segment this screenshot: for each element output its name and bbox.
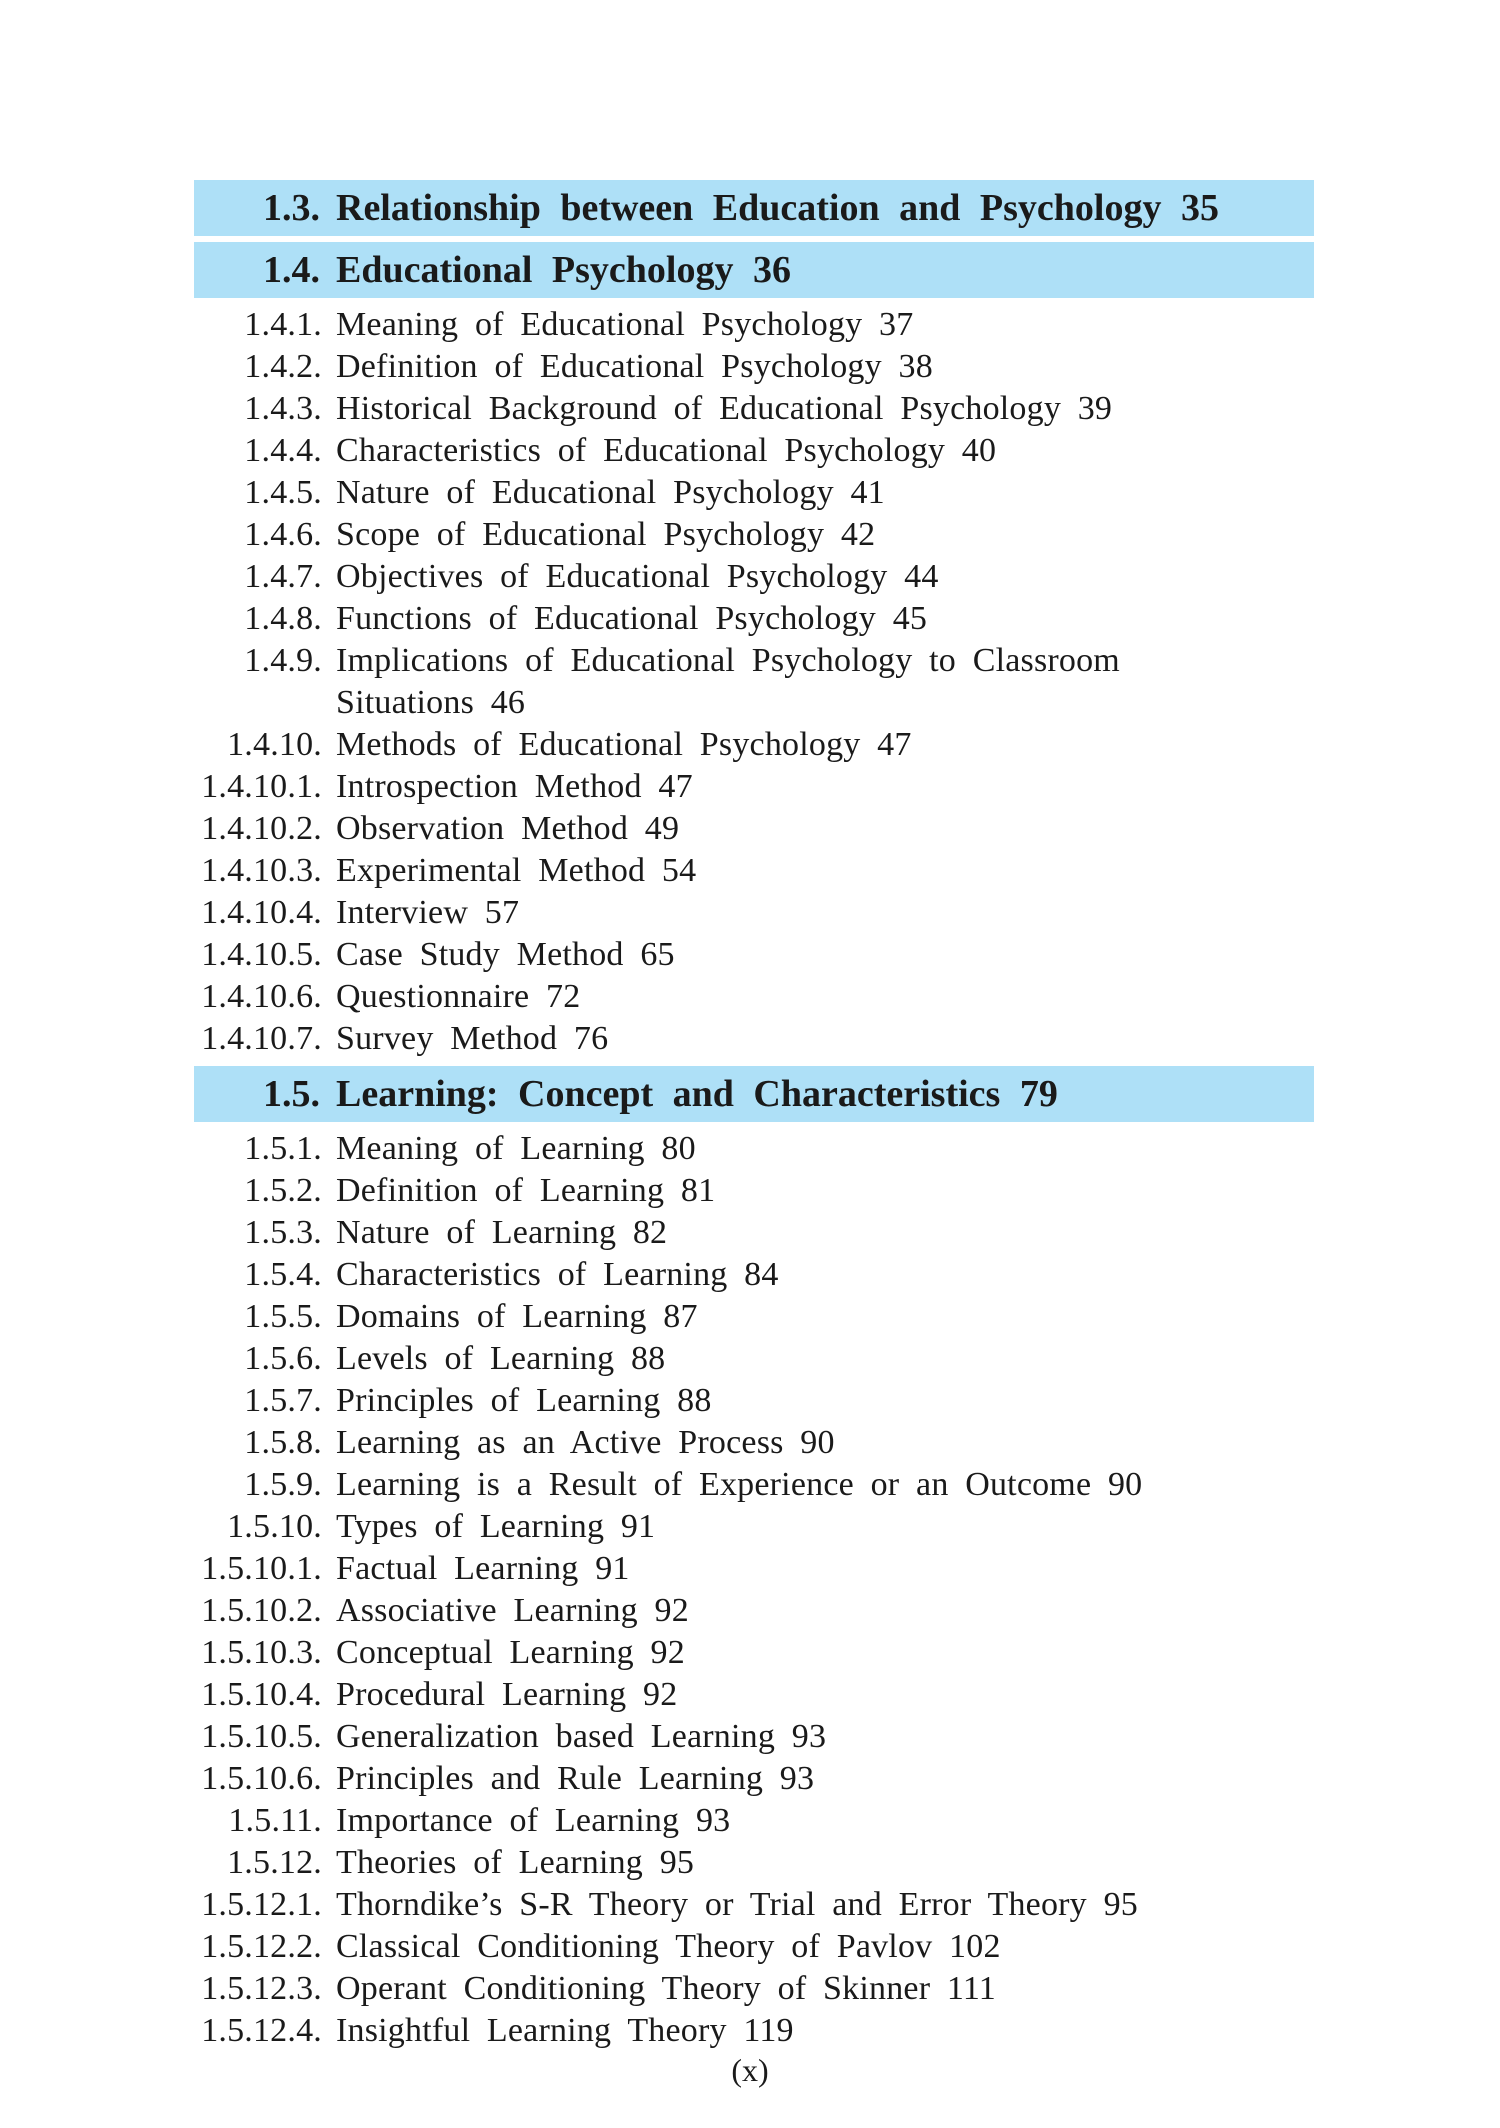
entry-title: Survey Method 76 [336, 1020, 609, 1057]
toc-entry[interactable] [0, 1506, 1500, 1548]
entry-title: Principles and Rule Learning 93 [336, 1760, 815, 1797]
entry-title: Classical Conditioning Theory of Pavlov 102 [336, 1928, 1001, 1965]
entry-number: 1.4.10.5. [201, 936, 322, 973]
entry-title: Meaning of Educational Psychology 37 [336, 306, 914, 343]
entry-title: Objectives of Educational Psychology 44 [336, 558, 939, 595]
entry-title: Introspection Method 47 [336, 768, 693, 805]
toc-entry[interactable] [0, 1422, 1500, 1464]
section-heading[interactable] [194, 1066, 1314, 1122]
entry-title: Theories of Learning 95 [336, 1844, 695, 1881]
entry-title: Importance of Learning 93 [336, 1802, 731, 1839]
entry-number: 1.5.10.6. [201, 1760, 322, 1797]
toc-entry[interactable] [0, 640, 1500, 682]
entry-title: Levels of Learning 88 [336, 1340, 666, 1377]
toc-entry[interactable] [0, 724, 1500, 766]
toc-entry[interactable] [0, 430, 1500, 472]
entry-number: 1.5.4. [244, 1256, 322, 1293]
entry-number: 1.5.5. [244, 1298, 322, 1335]
entry-title: Observation Method 49 [336, 810, 680, 847]
entry-title: Implications of Educational Psychology to Classroom [336, 642, 1120, 679]
toc-entry[interactable] [0, 1842, 1500, 1884]
entry-number: 1.4.6. [244, 516, 322, 553]
entry-number: 1.5.10.1. [201, 1550, 322, 1587]
toc-entry[interactable] [0, 976, 1500, 1018]
entry-number: 1.5.2. [244, 1172, 322, 1209]
entry-number: 1.4.1. [244, 306, 322, 343]
entry-title: Domains of Learning 87 [336, 1298, 698, 1335]
section-number: 1.4. [263, 249, 320, 291]
toc-entry[interactable] [0, 388, 1500, 430]
entry-number: 1.4.10.6. [201, 978, 322, 1015]
entry-number: 1.4.8. [244, 600, 322, 637]
entry-title: Generalization based Learning 93 [336, 1718, 827, 1755]
entry-number: 1.5.12.4. [201, 2012, 322, 2049]
entry-number: 1.4.10.3. [201, 852, 322, 889]
section-number: 1.3. [263, 187, 320, 229]
toc-entry[interactable] [0, 934, 1500, 976]
toc-entry[interactable] [0, 346, 1500, 388]
entry-title: Historical Background of Educational Psychology 39 [336, 390, 1113, 427]
toc-entry[interactable] [0, 1464, 1500, 1506]
entry-number: 1.4.10.1. [201, 768, 322, 805]
entry-title: Situations 46 [336, 684, 526, 721]
table-of-contents [0, 174, 1500, 2052]
entry-title: Meaning of Learning 80 [336, 1130, 696, 1167]
entry-number: 1.5.3. [244, 1214, 322, 1251]
entry-title: Definition of Learning 81 [336, 1172, 716, 1209]
entry-number: 1.5.9. [244, 1466, 322, 1503]
entry-number: 1.5.12.3. [201, 1970, 322, 2007]
entry-title: Operant Conditioning Theory of Skinner 111 [336, 1970, 997, 2007]
toc-entry[interactable] [0, 1716, 1500, 1758]
section-heading[interactable] [194, 180, 1314, 236]
entry-title: Learning as an Active Process 90 [336, 1424, 835, 1461]
entry-number: 1.5.12.1. [201, 1886, 322, 1923]
entry-title: Factual Learning 91 [336, 1550, 630, 1587]
entry-number: 1.4.10. [227, 726, 322, 763]
entry-title: Principles of Learning 88 [336, 1382, 712, 1419]
entry-title: Nature of Learning 82 [336, 1214, 668, 1251]
toc-entry[interactable] [0, 892, 1500, 934]
entry-number: 1.4.10.2. [201, 810, 322, 847]
entry-number: 1.5.7. [244, 1382, 322, 1419]
toc-entry[interactable] [0, 1758, 1500, 1800]
entry-number: 1.4.4. [244, 432, 322, 469]
entry-number: 1.4.7. [244, 558, 322, 595]
toc-entry[interactable] [0, 850, 1500, 892]
entry-number: 1.5.11. [228, 1802, 322, 1839]
toc-entry[interactable] [0, 1884, 1500, 1926]
toc-entry[interactable] [0, 1170, 1500, 1212]
toc-entry-continuation[interactable] [0, 682, 1500, 724]
toc-entry[interactable] [0, 556, 1500, 598]
entry-title: Functions of Educational Psychology 45 [336, 600, 928, 637]
entry-title: Scope of Educational Psychology 42 [336, 516, 876, 553]
section-heading[interactable] [194, 242, 1314, 298]
toc-entry[interactable] [0, 1018, 1500, 1060]
toc-entry[interactable] [0, 472, 1500, 514]
toc-entry[interactable] [0, 766, 1500, 808]
entry-number: 1.4.3. [244, 390, 322, 427]
entry-number: 1.4.5. [244, 474, 322, 511]
toc-entry[interactable] [0, 2010, 1500, 2052]
entry-number: 1.5.12. [227, 1844, 322, 1881]
toc-entry[interactable] [0, 808, 1500, 850]
toc-entry[interactable] [0, 1926, 1500, 1968]
entry-number: 1.5.10.5. [201, 1718, 322, 1755]
entry-number: 1.5.10. [227, 1508, 322, 1545]
entry-number: 1.5.8. [244, 1424, 322, 1461]
entry-title: Types of Learning 91 [336, 1508, 656, 1545]
entry-title: Associative Learning 92 [336, 1592, 689, 1629]
entry-title: Characteristics of Educational Psychology 40 [336, 432, 997, 469]
toc-entry[interactable] [0, 598, 1500, 640]
toc-entry[interactable] [0, 1212, 1500, 1254]
entry-title: Characteristics of Learning 84 [336, 1256, 779, 1293]
entry-number: 1.4.2. [244, 348, 322, 385]
toc-entry[interactable] [0, 1632, 1500, 1674]
entry-title: Thorndike’s S-R Theory or Trial and Error Theory 95 [336, 1886, 1138, 1923]
entry-title: Nature of Educational Psychology 41 [336, 474, 885, 511]
entry-number: 1.5.10.3. [201, 1634, 322, 1671]
entry-number: 1.5.6. [244, 1340, 322, 1377]
entry-number: 1.5.1. [244, 1130, 322, 1167]
entry-title: Procedural Learning 92 [336, 1676, 678, 1713]
toc-entry[interactable] [0, 1296, 1500, 1338]
entry-number: 1.5.10.2. [201, 1592, 322, 1629]
toc-entry[interactable] [0, 1128, 1500, 1170]
entry-title: Interview 57 [336, 894, 520, 931]
entry-title: Learning is a Result of Experience or an Outcome 90 [336, 1466, 1143, 1503]
section-number: 1.5. [263, 1073, 320, 1115]
section-title: Educational Psychology 36 [336, 249, 791, 291]
entry-number: 1.4.10.4. [201, 894, 322, 931]
entry-title: Case Study Method 65 [336, 936, 675, 973]
toc-entry[interactable] [0, 1590, 1500, 1632]
entry-title: Experimental Method 54 [336, 852, 697, 889]
entry-number: 1.5.10.4. [201, 1676, 322, 1713]
toc-entry[interactable] [0, 1968, 1500, 2010]
toc-entry[interactable] [0, 1674, 1500, 1716]
entry-number: 1.4.9. [244, 642, 322, 679]
page-number: (x) [731, 2052, 769, 2088]
entry-number: 1.5.12.2. [201, 1928, 322, 1965]
toc-entry[interactable] [0, 1338, 1500, 1380]
toc-entry[interactable] [0, 1254, 1500, 1296]
toc-entry[interactable] [0, 304, 1500, 346]
toc-entry[interactable] [0, 514, 1500, 556]
entry-title: Methods of Educational Psychology 47 [336, 726, 912, 763]
toc-entry[interactable] [0, 1800, 1500, 1842]
section-title: Learning: Concept and Characteristics 79 [336, 1073, 1058, 1115]
toc-entry[interactable] [0, 1548, 1500, 1590]
toc-entry[interactable] [0, 1380, 1500, 1422]
entry-title: Definition of Educational Psychology 38 [336, 348, 933, 385]
entry-title: Questionnaire 72 [336, 978, 581, 1015]
entry-title: Conceptual Learning 92 [336, 1634, 685, 1671]
section-title: Relationship between Education and Psychology 35 [336, 187, 1219, 229]
entry-number: 1.4.10.7. [201, 1020, 322, 1057]
entry-title: Insightful Learning Theory 119 [336, 2012, 794, 2049]
